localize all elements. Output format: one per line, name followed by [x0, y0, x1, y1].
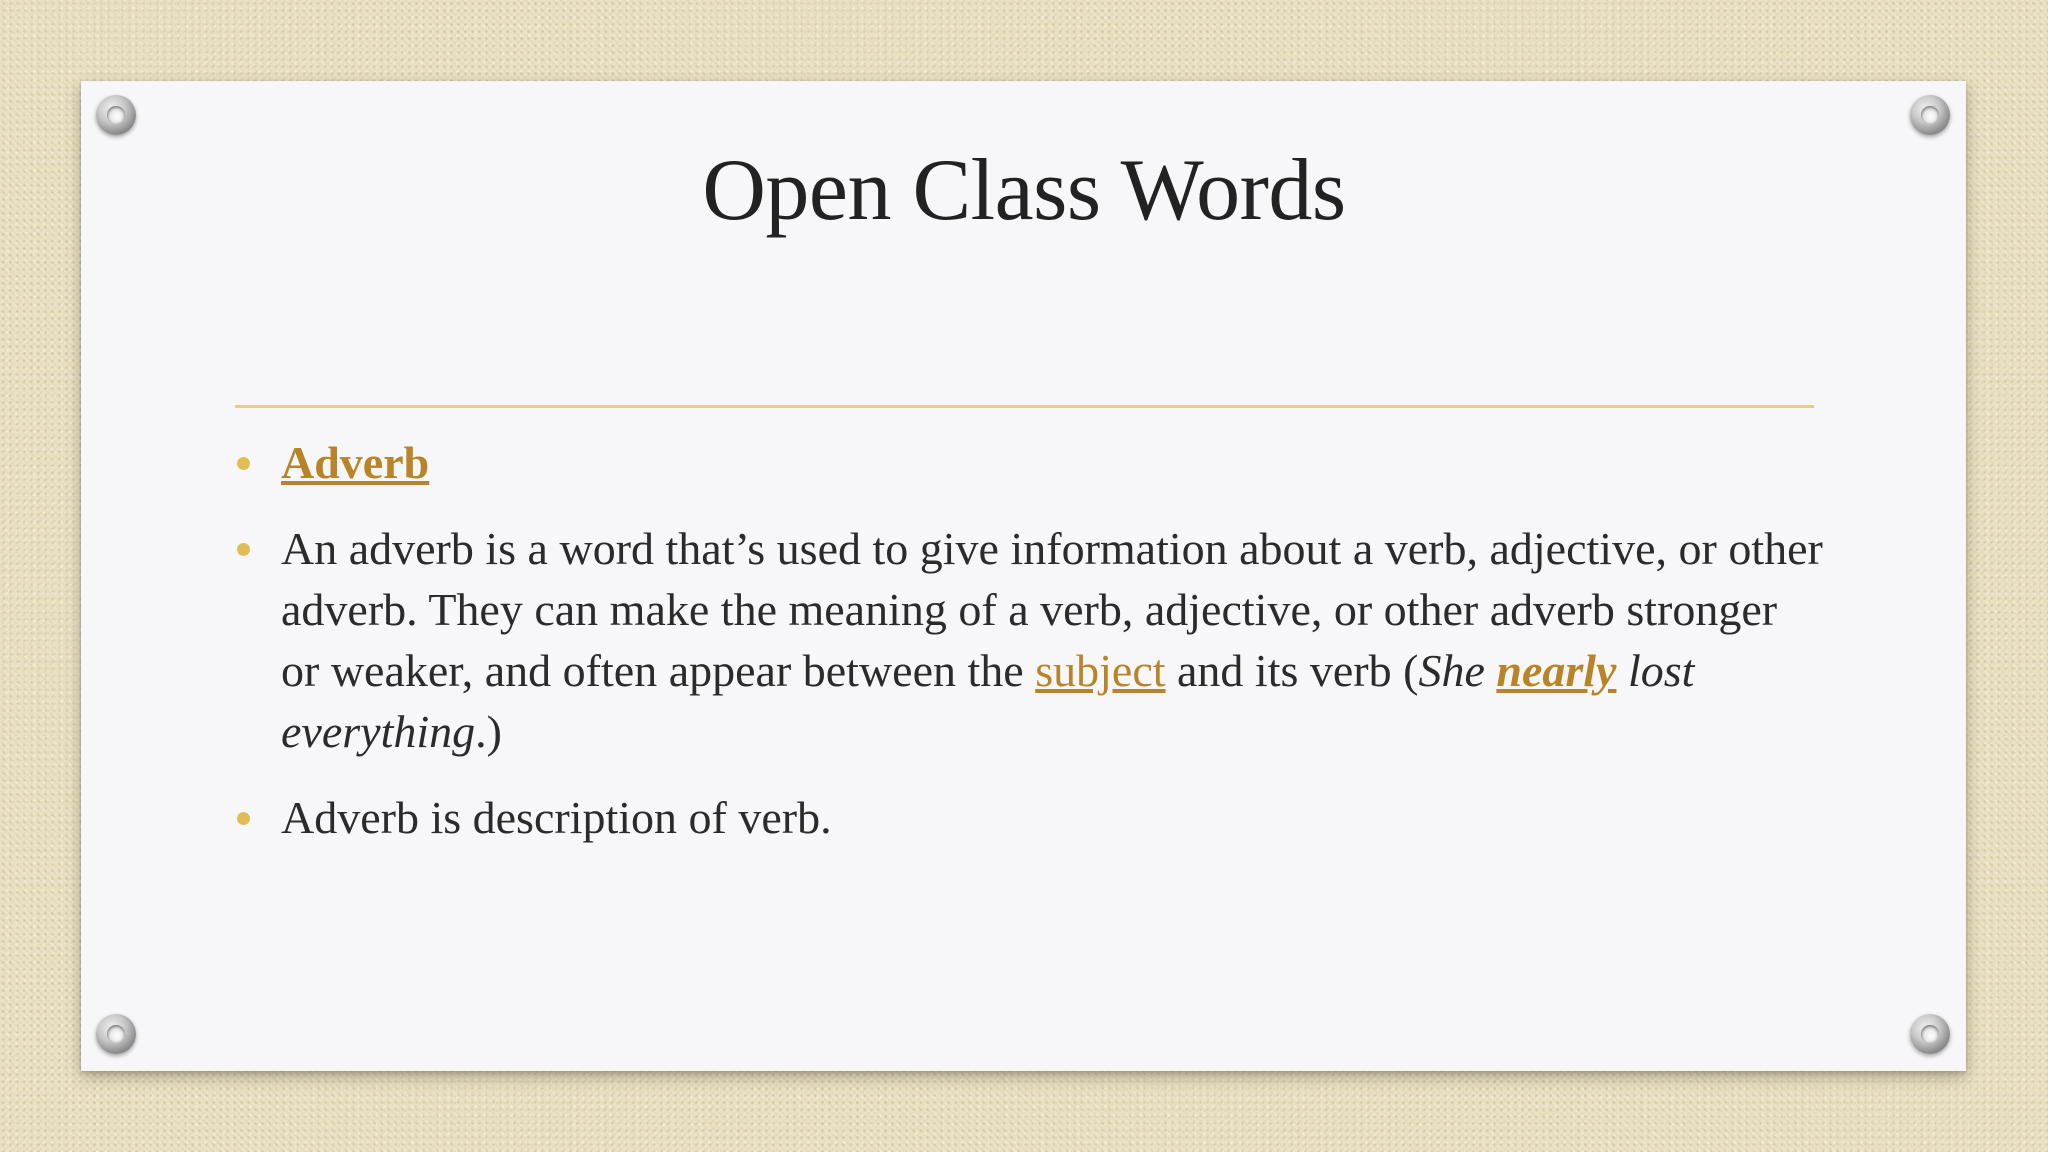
grommet-icon — [1910, 1014, 1950, 1054]
example-closing: .) — [475, 706, 502, 757]
subject-link[interactable]: subject — [1035, 645, 1166, 696]
definition-text-continued: and its verb ( — [1165, 645, 1419, 696]
summary-text: Adverb is description of verb. — [281, 792, 832, 843]
grommet-icon — [96, 95, 136, 135]
grommet-icon — [96, 1014, 136, 1054]
bullet-item-definition — [235, 518, 1825, 762]
definition-text: An adverb is a word that’s used to give information about a verb, adjective, or other adverb. They can make the meaning of a verb, adjective, or other adverb stronger or weaker, and often appear between the — [281, 523, 1823, 696]
adverb-link[interactable]: Adverb — [281, 437, 430, 488]
bullet-list — [235, 432, 1825, 873]
grommet-icon — [1910, 95, 1950, 135]
example-start: She — [1418, 645, 1497, 696]
example-end: lost everything — [281, 645, 1695, 757]
nearly-link[interactable]: nearly — [1496, 645, 1617, 696]
title-divider — [235, 405, 1814, 408]
slide-title: Open Class Words — [702, 142, 1346, 239]
bullet-item-summary — [235, 787, 1825, 848]
bullet-item-adverb-heading — [235, 432, 1825, 493]
